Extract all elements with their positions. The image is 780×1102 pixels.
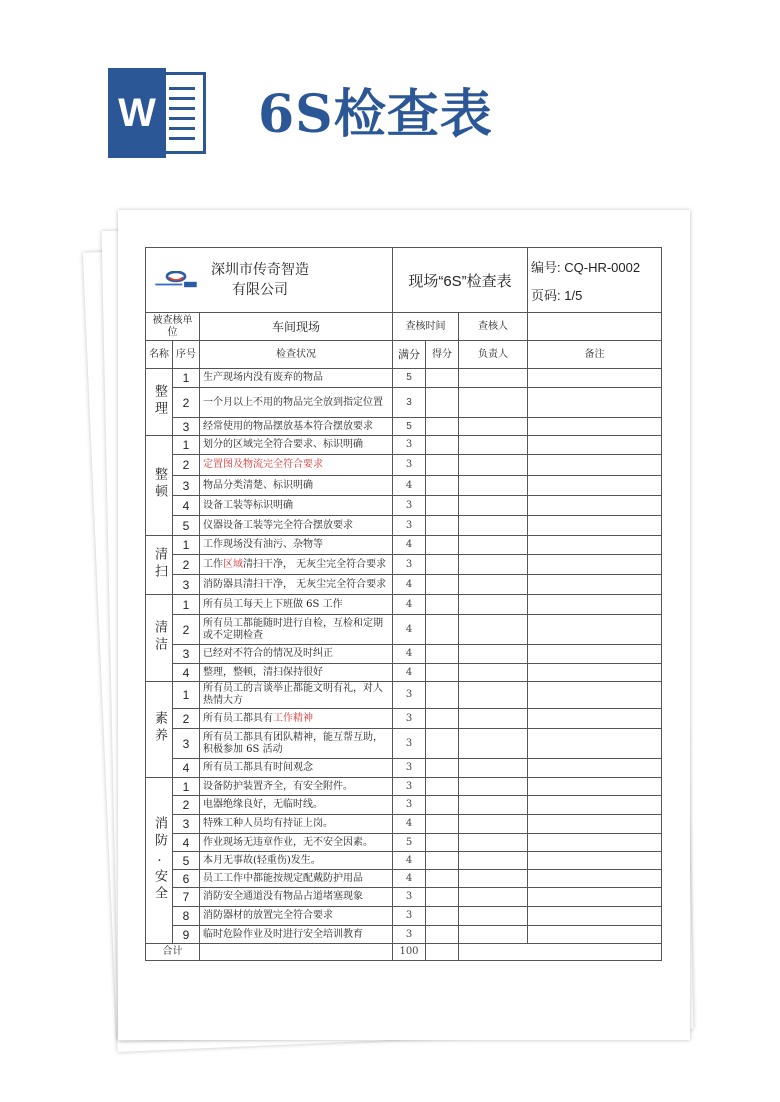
- item-full-score: 4: [393, 870, 426, 888]
- item-content: [200, 870, 393, 888]
- item-remark[interactable]: [528, 536, 662, 555]
- item-content: [200, 709, 393, 729]
- total-score[interactable]: [426, 944, 459, 961]
- item-score[interactable]: [426, 888, 459, 907]
- category-cell: [146, 436, 173, 536]
- item-seq: 2: [173, 709, 200, 729]
- item-score[interactable]: [426, 436, 459, 455]
- item-text: 所有员工每天上下班做 6S 工作: [203, 598, 343, 610]
- item-remark[interactable]: [528, 476, 662, 496]
- item-remark[interactable]: [528, 682, 662, 709]
- item-remark[interactable]: [528, 369, 662, 388]
- item-full-score: 3: [393, 907, 426, 926]
- item-text: 划分的区域完全符合要求、标识明确: [203, 439, 363, 450]
- item-seq: 1: [173, 369, 200, 388]
- item-seq: 4: [173, 834, 200, 852]
- item-owner[interactable]: [459, 455, 528, 476]
- item-score[interactable]: [426, 615, 459, 645]
- item-remark[interactable]: [528, 709, 662, 729]
- item-owner[interactable]: [459, 664, 528, 682]
- item-content: [200, 516, 393, 536]
- item-seq: 1: [173, 778, 200, 796]
- item-remark[interactable]: [528, 664, 662, 682]
- item-seq: 1: [173, 682, 200, 709]
- time-label: 查核时间: [393, 313, 459, 341]
- item-remark[interactable]: [528, 496, 662, 516]
- col-score: 得分: [426, 341, 459, 369]
- table-row: [146, 796, 662, 815]
- table-row: [146, 615, 662, 645]
- item-full-score: 4: [393, 595, 426, 615]
- item-full-score: 3: [393, 729, 426, 759]
- item-text: 已经对不符合的情况及时纠正: [203, 648, 333, 659]
- item-content: [200, 796, 393, 815]
- info-row: [146, 313, 662, 341]
- col-name: 名称: [146, 341, 173, 369]
- item-score[interactable]: [426, 926, 459, 944]
- item-content: [200, 615, 393, 645]
- company-cell: [146, 248, 393, 313]
- table-row: [146, 595, 662, 615]
- item-seq: 5: [173, 852, 200, 870]
- item-seq: 2: [173, 796, 200, 815]
- page-label: 页码:: [531, 288, 561, 303]
- item-text: 设备工装等标识明确: [203, 499, 293, 511]
- code-label: 编号:: [531, 260, 561, 275]
- item-remark[interactable]: [528, 645, 662, 664]
- item-remark[interactable]: [528, 778, 662, 796]
- table-row: [146, 926, 662, 944]
- item-score[interactable]: [426, 476, 459, 496]
- item-content: [200, 815, 393, 834]
- item-seq: 4: [173, 759, 200, 778]
- item-full-score: 3: [393, 555, 426, 575]
- item-score[interactable]: [426, 709, 459, 729]
- item-score[interactable]: [426, 455, 459, 476]
- item-score[interactable]: [426, 852, 459, 870]
- item-score[interactable]: [426, 418, 459, 436]
- item-score[interactable]: [426, 516, 459, 536]
- category-name: 整理: [152, 383, 167, 418]
- category-cell: [146, 536, 173, 595]
- item-owner[interactable]: [459, 595, 528, 615]
- item-owner[interactable]: [459, 388, 528, 418]
- inspection-table: [145, 247, 662, 961]
- table-row: [146, 664, 662, 682]
- item-score[interactable]: [426, 796, 459, 815]
- item-full-score: 4: [393, 575, 426, 595]
- item-full-score: 3: [393, 496, 426, 516]
- item-content: [200, 664, 393, 682]
- item-score[interactable]: [426, 682, 459, 709]
- inspector-label: 查核人: [459, 313, 528, 341]
- item-full-score: 4: [393, 815, 426, 834]
- item-full-score: 5: [393, 369, 426, 388]
- item-content: [200, 778, 393, 796]
- item-remark[interactable]: [528, 729, 662, 759]
- item-text: 所有员工都具有: [203, 712, 273, 724]
- item-seq: 2: [173, 388, 200, 418]
- item-text: 所有员工都具有时间观念: [203, 762, 313, 773]
- item-text-highlight: 工作精神: [273, 712, 313, 724]
- item-seq: 2: [173, 555, 200, 575]
- item-text: 生产现场内没有废弃的物品: [203, 372, 323, 383]
- item-text: 一个月以上不用的物品完全放到指定位置: [203, 396, 383, 408]
- item-remark[interactable]: [528, 575, 662, 595]
- item-text: 所有员工都具有团队精神，能互帮互助，积极参加 6S 活动: [203, 731, 383, 755]
- item-score[interactable]: [426, 729, 459, 759]
- item-score[interactable]: [426, 778, 459, 796]
- item-owner[interactable]: [459, 436, 528, 455]
- item-owner[interactable]: [459, 476, 528, 496]
- item-remark[interactable]: [528, 926, 662, 944]
- item-owner[interactable]: [459, 907, 528, 926]
- item-owner[interactable]: [459, 926, 528, 944]
- page-value: 1/5: [564, 288, 583, 303]
- code-cell: [528, 248, 662, 313]
- item-full-score: 3: [393, 388, 426, 418]
- category-name: 整顿: [152, 467, 167, 501]
- category-name: 清扫: [152, 546, 167, 581]
- table-row: [146, 709, 662, 729]
- company-name-line1: 深圳市传奇智造: [211, 262, 309, 278]
- table-row: [146, 436, 662, 455]
- item-content: [200, 555, 393, 575]
- item-score[interactable]: [426, 870, 459, 888]
- table-row: [146, 870, 662, 888]
- item-remark[interactable]: [528, 759, 662, 778]
- item-score[interactable]: [426, 664, 459, 682]
- item-full-score: 3: [393, 682, 426, 709]
- item-full-score: 4: [393, 615, 426, 645]
- header-row: [146, 248, 662, 313]
- item-text: 设备防护装置齐全，有安全附件。: [203, 780, 353, 792]
- item-seq: 3: [173, 476, 200, 496]
- table-row: [146, 536, 662, 555]
- table-row: [146, 476, 662, 496]
- item-full-score: 3: [393, 759, 426, 778]
- item-seq: 3: [173, 645, 200, 664]
- item-text: 特殊工种人员均有持证上岗。: [203, 818, 333, 829]
- item-owner[interactable]: [459, 870, 528, 888]
- item-content: [200, 595, 393, 615]
- item-owner[interactable]: [459, 615, 528, 645]
- item-seq: 1: [173, 595, 200, 615]
- col-owner: 负责人: [459, 341, 528, 369]
- item-full-score: 4: [393, 536, 426, 555]
- item-text: 工作: [203, 558, 223, 570]
- item-text: 本月无事故(轻重伤)发生。: [203, 854, 321, 866]
- item-seq: 3: [173, 729, 200, 759]
- item-full-score: 5: [393, 834, 426, 852]
- item-text-highlight: 定置图及物流完全符合要求: [203, 459, 323, 470]
- item-remark[interactable]: [528, 615, 662, 645]
- item-owner[interactable]: [459, 575, 528, 595]
- item-content: [200, 536, 393, 555]
- item-seq: 3: [173, 575, 200, 595]
- item-text-end: 清扫干净， 无灰尘完全符合要求: [243, 558, 387, 570]
- item-text: 作业现场无违章作业，无不安全因素。: [203, 836, 373, 848]
- item-owner[interactable]: [459, 796, 528, 815]
- table-row: [146, 907, 662, 926]
- item-owner[interactable]: [459, 645, 528, 664]
- table-row: [146, 645, 662, 664]
- item-content: [200, 852, 393, 870]
- company-logo-icon: [151, 271, 201, 289]
- category-cell: [146, 595, 173, 682]
- item-remark[interactable]: [528, 388, 662, 418]
- table-row: [146, 418, 662, 436]
- item-full-score: 3: [393, 888, 426, 907]
- col-full: 满分: [393, 341, 426, 369]
- inspector-value[interactable]: [528, 313, 662, 341]
- item-seq: 6: [173, 870, 200, 888]
- item-remark[interactable]: [528, 516, 662, 536]
- item-content: [200, 682, 393, 709]
- item-content: [200, 645, 393, 664]
- item-content: [200, 759, 393, 778]
- table-row: [146, 729, 662, 759]
- item-seq: 9: [173, 926, 200, 944]
- item-remark[interactable]: [528, 555, 662, 575]
- item-score[interactable]: [426, 388, 459, 418]
- word-icon: [108, 68, 208, 158]
- column-header-row: [146, 341, 662, 369]
- item-owner[interactable]: [459, 369, 528, 388]
- item-content: [200, 907, 393, 926]
- item-content: [200, 575, 393, 595]
- item-full-score: 5: [393, 418, 426, 436]
- unit-label: 被查核单位: [146, 313, 200, 341]
- company-name-line2: 有限公司: [232, 282, 288, 298]
- item-owner[interactable]: [459, 834, 528, 852]
- item-score[interactable]: [426, 815, 459, 834]
- banner-title: 6S检查表: [258, 84, 493, 145]
- item-score[interactable]: [426, 759, 459, 778]
- item-remark[interactable]: [528, 907, 662, 926]
- item-remark[interactable]: [528, 796, 662, 815]
- item-seq: 7: [173, 888, 200, 907]
- table-row: [146, 555, 662, 575]
- item-seq: 8: [173, 907, 200, 926]
- item-score[interactable]: [426, 595, 459, 615]
- item-owner[interactable]: [459, 759, 528, 778]
- item-full-score: 4: [393, 664, 426, 682]
- total-row: [146, 944, 662, 961]
- category-cell: [146, 369, 173, 436]
- item-owner[interactable]: [459, 729, 528, 759]
- item-text: 电器绝缘良好，无临时线。: [203, 799, 323, 810]
- item-content: [200, 418, 393, 436]
- item-owner[interactable]: [459, 815, 528, 834]
- total-full-score: 100: [393, 944, 426, 961]
- item-owner[interactable]: [459, 536, 528, 555]
- item-seq: 4: [173, 664, 200, 682]
- item-full-score: 3: [393, 516, 426, 536]
- item-content: [200, 888, 393, 907]
- code-value: CQ-HR-0002: [564, 260, 641, 275]
- unit-value[interactable]: 车间现场: [200, 313, 393, 341]
- item-text-highlight: 区域: [223, 558, 243, 570]
- item-seq: 1: [173, 536, 200, 555]
- item-content: [200, 834, 393, 852]
- item-content: [200, 455, 393, 476]
- item-content: [200, 436, 393, 455]
- item-remark[interactable]: [528, 834, 662, 852]
- item-seq: 3: [173, 815, 200, 834]
- item-seq: 3: [173, 418, 200, 436]
- item-owner[interactable]: [459, 555, 528, 575]
- item-remark[interactable]: [528, 888, 662, 907]
- item-full-score: 3: [393, 455, 426, 476]
- item-remark[interactable]: [528, 418, 662, 436]
- item-owner[interactable]: [459, 709, 528, 729]
- item-text: 消防安全通道没有物品占道堵塞现象: [203, 891, 363, 902]
- item-full-score: 4: [393, 852, 426, 870]
- item-text: 整理，整顿，清扫保持很好: [203, 666, 323, 678]
- col-remark: 备注: [528, 341, 662, 369]
- item-text: 仪器设备工装等完全符合摆放要求: [203, 519, 353, 531]
- table-row: [146, 388, 662, 418]
- table-row: [146, 496, 662, 516]
- item-remark[interactable]: [528, 595, 662, 615]
- table-row: [146, 516, 662, 536]
- item-text: 所有员工都能随时进行自检，互检和定期或不定期检查: [203, 617, 383, 641]
- item-owner[interactable]: [459, 682, 528, 709]
- item-text: 工作现场没有油污、杂物等: [203, 539, 323, 550]
- item-content: [200, 729, 393, 759]
- item-score[interactable]: [426, 645, 459, 664]
- item-owner[interactable]: [459, 516, 528, 536]
- word-letter: W: [108, 68, 166, 158]
- item-text: 消防器具清扫干净， 无灰尘完全符合要求: [203, 578, 387, 590]
- table-row: [146, 852, 662, 870]
- item-content: [200, 926, 393, 944]
- category-cell: [146, 778, 173, 944]
- category-name: 消防.安全: [152, 815, 167, 903]
- table-row: [146, 369, 662, 388]
- item-full-score: 3: [393, 778, 426, 796]
- item-content: [200, 496, 393, 516]
- item-content: [200, 476, 393, 496]
- item-text: 物品分类清楚、标识明确: [203, 479, 313, 491]
- table-row: [146, 815, 662, 834]
- table-row: [146, 759, 662, 778]
- category-name: 清洁: [152, 619, 167, 654]
- item-seq: 1: [173, 436, 200, 455]
- table-row: [146, 575, 662, 595]
- item-score[interactable]: [426, 834, 459, 852]
- item-score[interactable]: [426, 496, 459, 516]
- item-remark[interactable]: [528, 870, 662, 888]
- item-text: 员工工作中都能按规定配戴防护用品: [203, 872, 363, 884]
- item-full-score: 3: [393, 436, 426, 455]
- item-full-score: 4: [393, 645, 426, 664]
- item-full-score: 3: [393, 926, 426, 944]
- item-text: 经常使用的物品摆放基本符合摆放要求: [203, 420, 373, 432]
- item-seq: 4: [173, 496, 200, 516]
- item-full-score: 4: [393, 476, 426, 496]
- item-score[interactable]: [426, 555, 459, 575]
- table-row: [146, 834, 662, 852]
- item-text: 所有员工的言谈举止都能文明有礼，对人热情大方: [203, 683, 383, 706]
- form-title: 现场“6S”检查表: [393, 248, 528, 313]
- item-remark[interactable]: [528, 815, 662, 834]
- item-remark[interactable]: [528, 455, 662, 476]
- item-full-score: 3: [393, 796, 426, 815]
- item-owner[interactable]: [459, 888, 528, 907]
- table-row: [146, 888, 662, 907]
- table-row: [146, 682, 662, 709]
- item-owner[interactable]: [459, 778, 528, 796]
- item-text: 消防器材的放置完全符合要求: [203, 910, 333, 921]
- item-seq: 2: [173, 455, 200, 476]
- item-owner[interactable]: [459, 496, 528, 516]
- item-score[interactable]: [426, 575, 459, 595]
- total-label: 合计: [146, 944, 200, 961]
- category-cell: [146, 682, 173, 778]
- item-owner[interactable]: [459, 418, 528, 436]
- item-score[interactable]: [426, 536, 459, 555]
- item-score[interactable]: [426, 907, 459, 926]
- table-row: [146, 778, 662, 796]
- total-remark[interactable]: [459, 944, 662, 961]
- item-seq: 5: [173, 516, 200, 536]
- col-seq: 序号: [173, 341, 200, 369]
- item-remark[interactable]: [528, 852, 662, 870]
- item-score[interactable]: [426, 369, 459, 388]
- item-text: 临时危险作业及时进行安全培训教育: [203, 928, 363, 940]
- item-seq: 2: [173, 615, 200, 645]
- item-full-score: 3: [393, 709, 426, 729]
- item-remark[interactable]: [528, 436, 662, 455]
- item-owner[interactable]: [459, 852, 528, 870]
- total-blank: [200, 944, 393, 961]
- category-name: 素养: [152, 711, 167, 745]
- col-content: 检查状况: [200, 341, 393, 369]
- table-row: [146, 455, 662, 476]
- item-content: [200, 388, 393, 418]
- item-content: [200, 369, 393, 388]
